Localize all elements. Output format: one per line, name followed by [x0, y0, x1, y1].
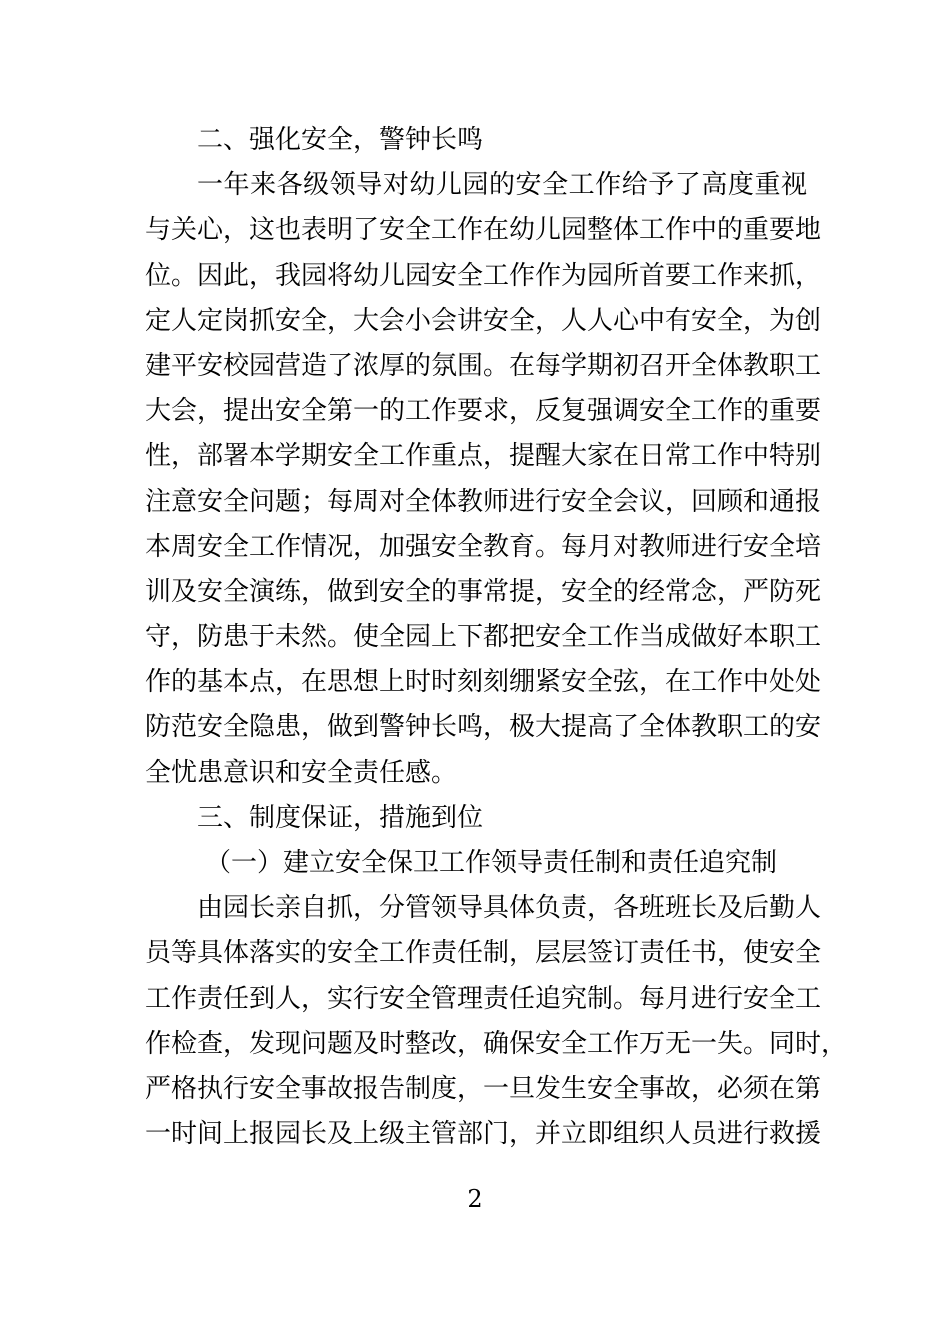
paragraph-line: 一年来各级领导对幼儿园的安全工作给予了高度重视: [197, 170, 807, 201]
page-number: 2: [467, 1185, 483, 1213]
section-heading-3: 三、制度保证，措施到位: [197, 802, 484, 833]
paragraph-line: 定人定岗抓安全，大会小会讲安全，人人心中有安全，为创: [145, 305, 822, 336]
paragraph-line: 严格执行安全事故报告制度，一旦发生安全事故，必须在第: [145, 1073, 822, 1104]
paragraph-line: 大会，提出安全第一的工作要求，反复强调安全工作的重要: [145, 396, 822, 427]
paragraph-line: 位。因此，我园将幼儿园安全工作作为园所首要工作来抓，: [145, 260, 822, 291]
paragraph-line: 与关心，这也表明了安全工作在幼儿园整体工作中的重要地: [145, 215, 822, 246]
paragraph-line: 全忧患意识和安全责任感。: [145, 757, 458, 788]
section-heading-2: 二、强化安全，警钟长鸣: [197, 125, 484, 155]
paragraph-line: 作检查，发现问题及时整改，确保安全工作万无一失。同时，: [145, 1028, 848, 1059]
paragraph-line: 性，部署本学期安全工作重点，提醒大家在日常工作中特别: [145, 441, 822, 472]
paragraph-line: 防范安全隐患，做到警钟长鸣，极大提高了全体教职工的安: [145, 712, 822, 743]
paragraph-line: 注意安全问题；每周对全体教师进行安全会议，回顾和通报: [145, 486, 822, 517]
paragraph-line: 由园长亲自抓，分管领导具体负责，各班班长及后勤人: [197, 893, 822, 924]
paragraph-line: 员等具体落实的安全工作责任制，层层签订责任书，使安全: [145, 938, 822, 969]
paragraph-line: 一时间上报园长及上级主管部门，并立即组织人员进行救援: [145, 1119, 822, 1150]
paragraph-line: 作的基本点，在思想上时时刻刻绷紧安全弦，在工作中处处: [145, 667, 822, 698]
document-body: [145, 118, 848, 1157]
paragraph-line: 守，防患于未然。使全园上下都把安全工作当成做好本职工: [145, 622, 822, 653]
paragraph-line: 工作责任到人，实行安全管理责任追究制。每月进行安全工: [145, 983, 822, 1014]
paragraph-line: 本周安全工作情况，加强安全教育。每月对教师进行安全培: [145, 531, 822, 562]
paragraph-line: 训及安全演练，做到安全的事常提，安全的经常念，严防死: [145, 576, 822, 607]
subsection-heading: （一）建立安全保卫工作领导责任制和责任追究制: [205, 848, 778, 878]
paragraph-line: 建平安校园营造了浓厚的氛围。在每学期初召开全体教职工: [145, 350, 822, 381]
